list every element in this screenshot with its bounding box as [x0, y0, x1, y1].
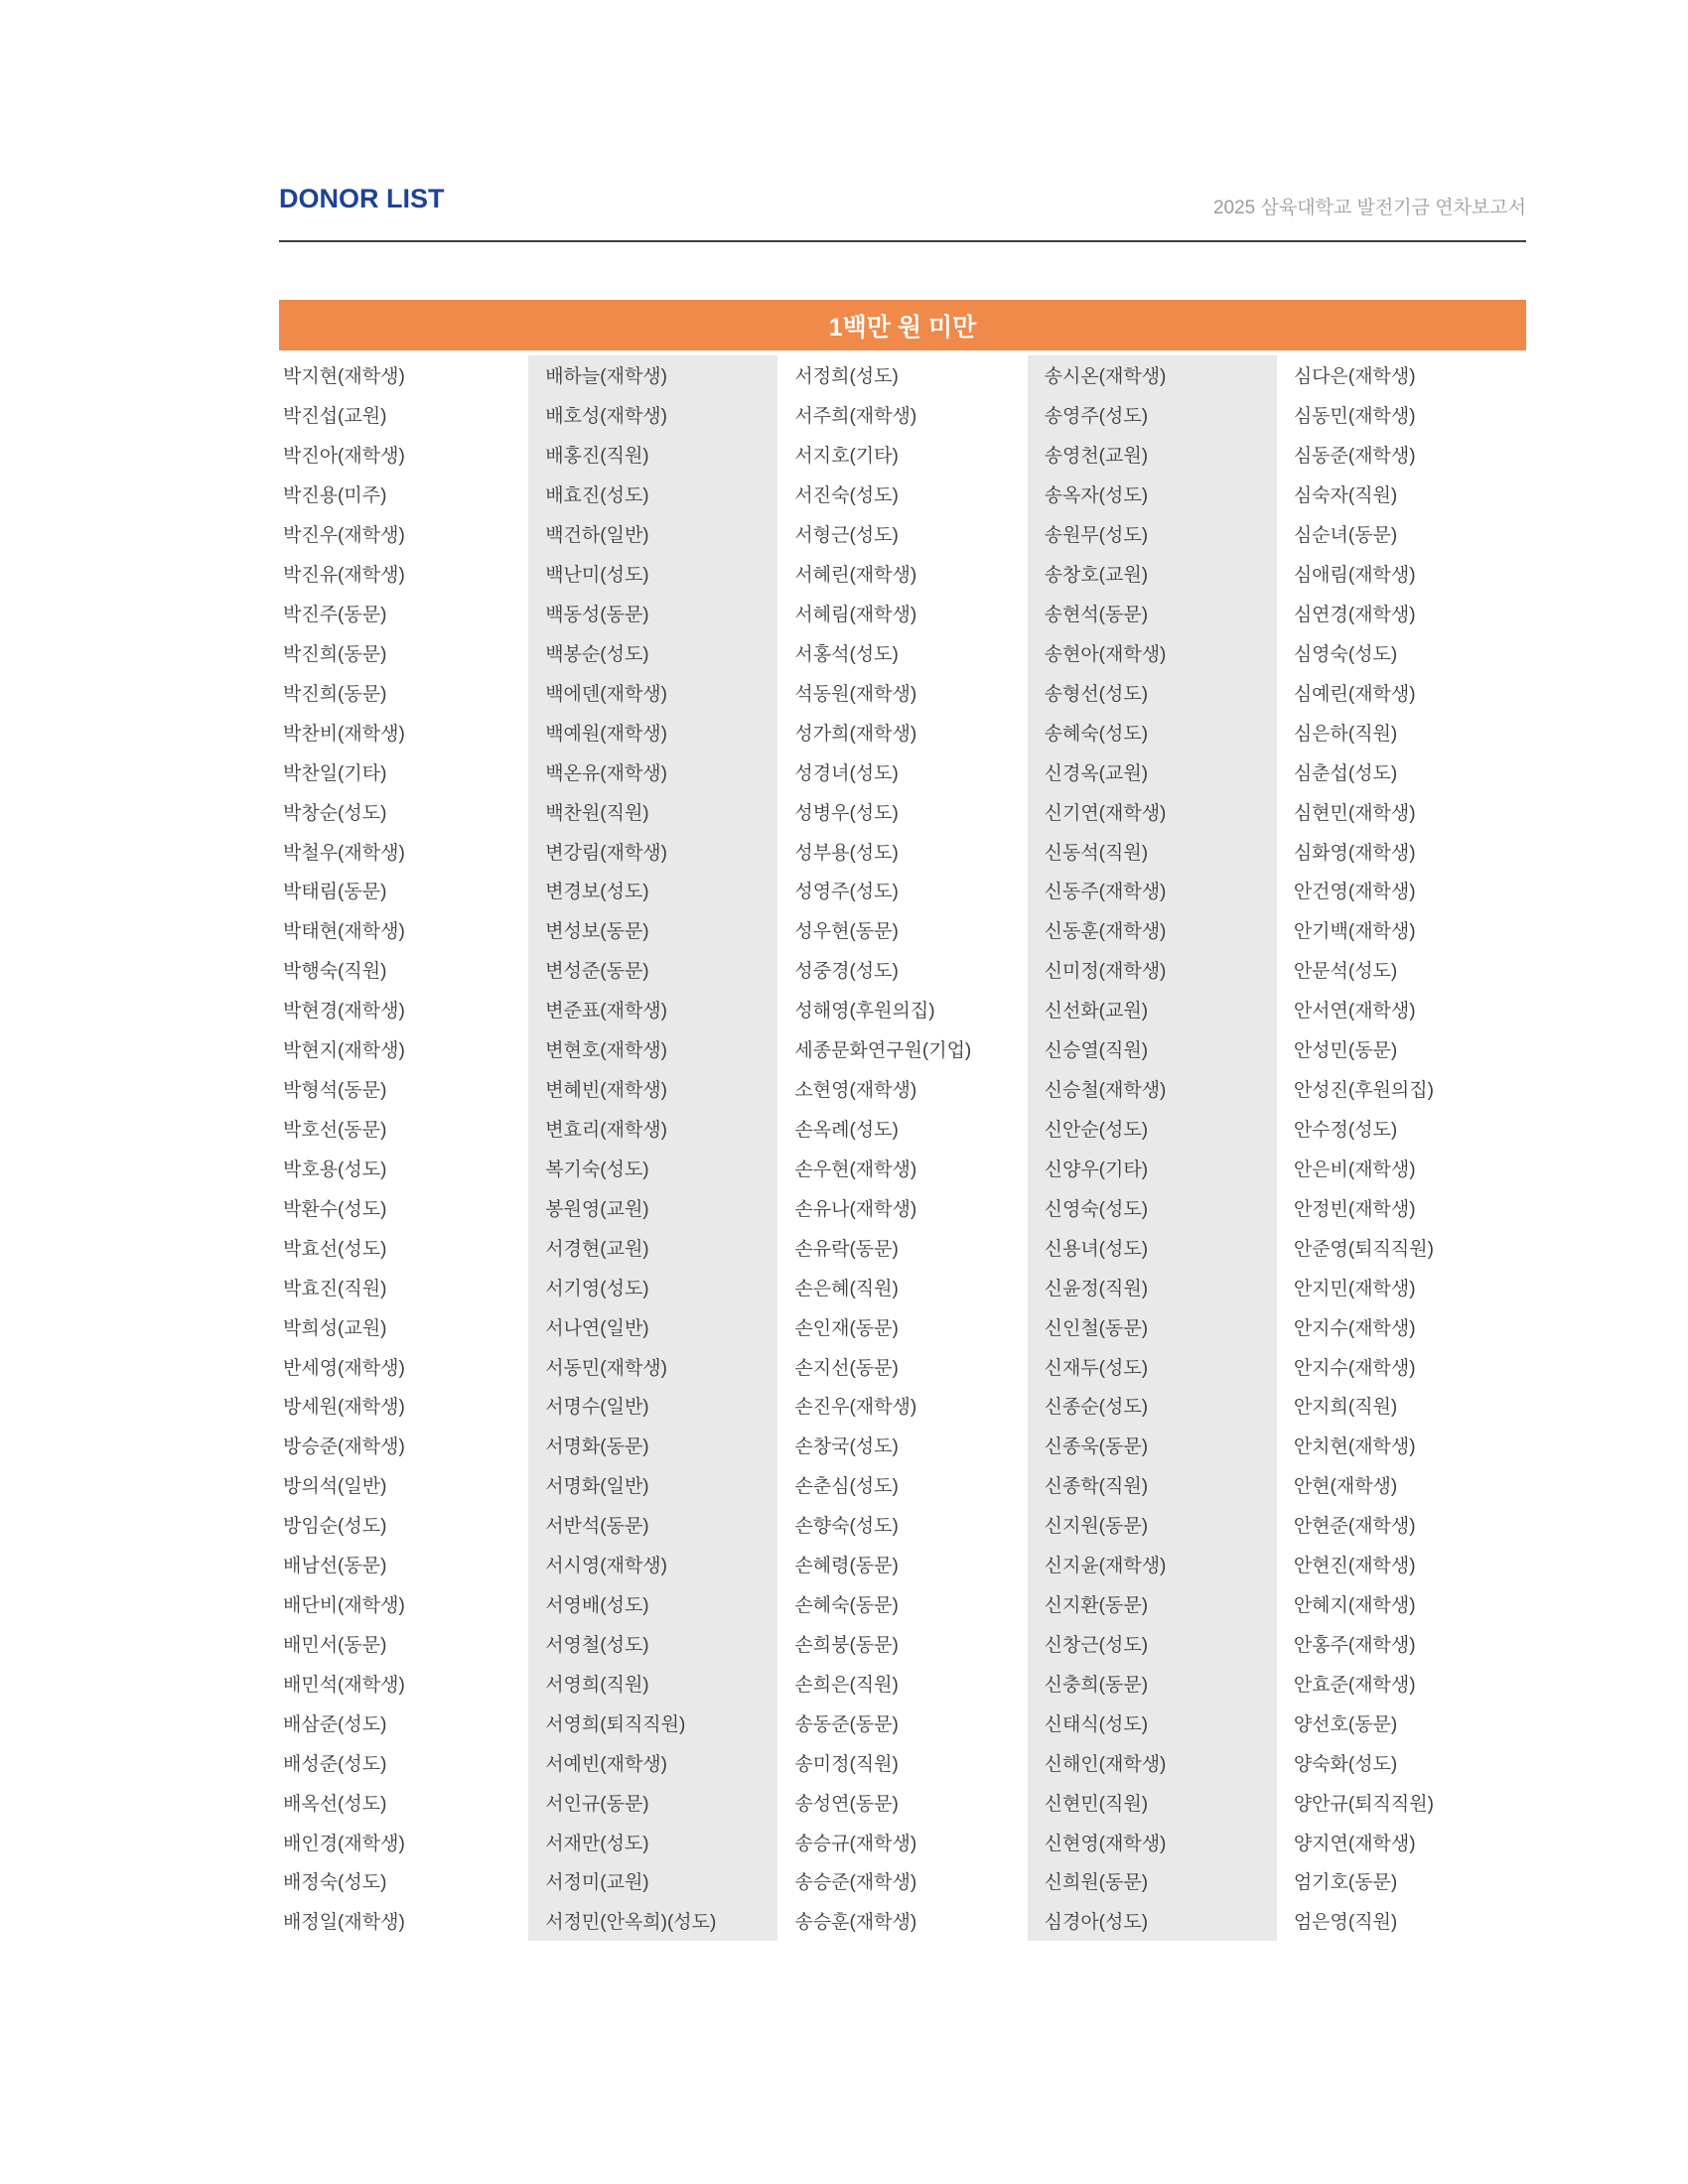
donor-entry: 성우현(동문) [794, 921, 899, 943]
donor-entry: 박진희(동문) [283, 683, 387, 705]
donor-entry: 송혜숙(성도) [1044, 723, 1149, 745]
donor-entry: 심동민(재학생) [1293, 406, 1416, 428]
donor-entry: 방임순(성도) [283, 1516, 387, 1538]
donor-entry: 배민서(동문) [283, 1634, 387, 1656]
donor-entry: 변혜빈(재학생) [545, 1080, 667, 1102]
donor-entry: 양안규(퇴직직원) [1293, 1793, 1434, 1815]
donor-entry: 송영천(교원) [1044, 446, 1149, 468]
donor-entry: 엄은영(직원) [1293, 1912, 1398, 1934]
page-title: DONOR LIST [279, 184, 445, 213]
donor-entry: 안혜지(재학생) [1293, 1595, 1416, 1617]
donor-entry: 엄기호(동문) [1293, 1872, 1398, 1894]
donor-column-5 [1277, 355, 1526, 1941]
donor-entry: 박창순(성도) [283, 802, 387, 824]
donor-entry: 심현민(재학생) [1293, 802, 1416, 824]
donor-entry: 박찬일(기타) [283, 762, 387, 784]
donor-entry: 신창근(성도) [1044, 1634, 1149, 1656]
donor-entry: 안기백(재학생) [1293, 921, 1416, 943]
donor-entry: 송창호(교원) [1044, 565, 1149, 587]
donor-entry: 안성민(동문) [1293, 1040, 1398, 1062]
donor-entry: 박형석(동문) [283, 1080, 387, 1102]
donor-entry: 서정희(성도) [794, 366, 899, 388]
donor-entry: 복기숙(성도) [545, 1159, 649, 1180]
donor-entry: 백온유(재학생) [545, 762, 667, 784]
donor-entry: 봉원영(교원) [545, 1198, 649, 1220]
donor-entry: 손인재(동문) [794, 1317, 899, 1339]
donor-entry: 송영주(성도) [1044, 406, 1149, 428]
donor-entry: 손지선(동문) [794, 1357, 899, 1379]
donor-entry: 박진유(재학생) [283, 565, 405, 587]
donor-entry: 배인경(재학생) [283, 1833, 405, 1854]
donor-entry: 손춘심(성도) [794, 1476, 899, 1498]
donor-entry: 서명수(일반) [545, 1397, 649, 1419]
donor-grid [279, 355, 1526, 1941]
donor-entry: 심애림(재학생) [1293, 565, 1416, 587]
donor-entry: 박환수(성도) [283, 1198, 387, 1220]
donor-entry: 배효진(성도) [545, 485, 649, 507]
donor-entry: 안현(재학생) [1293, 1476, 1398, 1498]
donor-entry: 심동준(재학생) [1293, 446, 1416, 468]
donor-entry: 신안순(성도) [1044, 1119, 1149, 1141]
donor-column-1 [279, 355, 528, 1941]
donor-entry: 신용녀(성도) [1044, 1238, 1149, 1260]
donor-entry: 안홍주(재학생) [1293, 1634, 1416, 1656]
donor-entry: 신현민(직원) [1044, 1793, 1149, 1815]
donor-entry: 배호성(재학생) [545, 406, 667, 428]
donor-entry: 심숙자(직원) [1293, 485, 1398, 507]
donor-entry: 변성보(동문) [545, 921, 649, 943]
donor-entry: 방세원(재학생) [283, 1397, 405, 1419]
donor-entry: 양선호(동문) [1293, 1713, 1398, 1735]
donor-entry: 서예빈(재학생) [545, 1753, 667, 1775]
donor-entry: 배단비(재학생) [283, 1595, 405, 1617]
donor-entry: 신인철(동문) [1044, 1317, 1149, 1339]
report-subtitle: 2025 삼육대학교 발전기금 연차보고서 [1212, 198, 1526, 218]
donor-entry: 서혜림(재학생) [794, 604, 917, 625]
donor-entry: 배삼준(성도) [283, 1713, 387, 1735]
donor-entry: 박효진(직원) [283, 1278, 387, 1299]
donor-entry: 손유나(재학생) [794, 1198, 917, 1220]
donor-entry: 박호용(성도) [283, 1159, 387, 1180]
donor-entry: 박태현(재학생) [283, 921, 405, 943]
donor-entry: 변현호(재학생) [545, 1040, 667, 1062]
donor-entry: 성부용(성도) [794, 842, 899, 864]
donor-entry: 신미정(재학생) [1044, 961, 1167, 983]
donor-entry: 변성준(동문) [545, 961, 649, 983]
donor-entry: 서주희(재학생) [794, 406, 917, 428]
donor-entry: 성가희(재학생) [794, 723, 917, 745]
donor-entry: 신희원(동문) [1044, 1872, 1149, 1894]
donor-entry: 석동원(재학생) [794, 683, 917, 705]
donor-entry: 반세영(재학생) [283, 1357, 405, 1379]
donor-entry: 배정숙(성도) [283, 1872, 387, 1894]
section-banner [279, 300, 1526, 350]
donor-entry: 박진아(재학생) [283, 446, 405, 468]
donor-entry: 손혜숙(동문) [794, 1595, 899, 1617]
donor-entry: 백봉순(성도) [545, 643, 649, 665]
donor-entry: 서시영(재학생) [545, 1556, 667, 1577]
donor-entry: 배민석(재학생) [283, 1674, 405, 1696]
donor-entry: 신동석(직원) [1044, 842, 1149, 864]
donor-entry: 신경옥(교원) [1044, 762, 1149, 784]
donor-entry: 서반석(동문) [545, 1516, 649, 1538]
donor-entry: 서혜린(재학생) [794, 565, 917, 587]
donor-entry: 박태림(동문) [283, 882, 387, 903]
donor-entry: 서인규(동문) [545, 1793, 649, 1815]
donor-entry: 신양우(기타) [1044, 1159, 1149, 1180]
donor-entry: 안준영(퇴직직원) [1293, 1238, 1434, 1260]
donor-entry: 안치현(재학생) [1293, 1436, 1416, 1458]
donor-entry: 신동주(재학생) [1044, 882, 1167, 903]
donor-entry: 박진희(동문) [283, 643, 387, 665]
donor-entry: 소현영(재학생) [794, 1080, 917, 1102]
donor-entry: 박현지(재학생) [283, 1040, 405, 1062]
donor-entry: 서영희(퇴직직원) [545, 1713, 686, 1735]
donor-entry: 박철우(재학생) [283, 842, 405, 864]
donor-entry: 안건영(재학생) [1293, 882, 1416, 903]
donor-entry: 송원무(성도) [1044, 525, 1149, 547]
donor-entry: 박효선(성도) [283, 1238, 387, 1260]
donor-entry: 안지수(재학생) [1293, 1357, 1416, 1379]
donor-entry: 손우현(재학생) [794, 1159, 917, 1180]
section-banner-label: 1백만 원 미만 [828, 313, 977, 341]
donor-entry: 신현영(재학생) [1044, 1833, 1167, 1854]
donor-entry: 박현경(재학생) [283, 1001, 405, 1023]
donor-entry: 서형근(성도) [794, 525, 899, 547]
donor-entry: 배남선(동문) [283, 1556, 387, 1577]
donor-entry: 손창국(성도) [794, 1436, 899, 1458]
donor-entry: 서영철(성도) [545, 1634, 649, 1656]
donor-entry: 손옥례(성도) [794, 1119, 899, 1141]
donor-entry: 손진우(재학생) [794, 1397, 917, 1419]
donor-entry: 송승훈(재학생) [794, 1912, 917, 1934]
donor-entry: 신지윤(재학생) [1044, 1556, 1167, 1577]
donor-entry: 안성진(후원의집) [1293, 1080, 1434, 1102]
donor-column-2 [528, 355, 777, 1941]
donor-entry: 박진용(미주) [283, 485, 387, 507]
donor-column-3 [777, 355, 1027, 1941]
donor-entry: 안현진(재학생) [1293, 1556, 1416, 1577]
donor-entry: 변강림(재학생) [545, 842, 667, 864]
donor-entry: 송승준(재학생) [794, 1872, 917, 1894]
donor-entry: 서진숙(성도) [794, 485, 899, 507]
donor-entry: 서홍석(성도) [794, 643, 899, 665]
donor-entry: 서명화(일반) [545, 1476, 649, 1498]
donor-entry: 안지수(재학생) [1293, 1317, 1416, 1339]
donor-entry: 성중경(성도) [794, 961, 899, 983]
donor-entry: 성해영(후원의집) [794, 1001, 935, 1023]
donor-entry: 심춘섭(성도) [1293, 762, 1398, 784]
donor-entry: 신지원(동문) [1044, 1516, 1149, 1538]
donor-entry: 백예원(재학생) [545, 723, 667, 745]
donor-entry: 송현석(동문) [1044, 604, 1149, 625]
donor-entry: 송옥자(성도) [1044, 485, 1149, 507]
donor-entry: 박행숙(직원) [283, 961, 387, 983]
donor-entry: 안수정(성도) [1293, 1119, 1398, 1141]
donor-entry: 심순녀(동문) [1293, 525, 1398, 547]
donor-entry: 배정일(재학생) [283, 1912, 405, 1934]
donor-entry: 송동준(동문) [794, 1713, 899, 1735]
donor-entry: 신승열(직원) [1044, 1040, 1149, 1062]
donor-entry: 손혜령(동문) [794, 1556, 899, 1577]
donor-entry: 신윤정(직원) [1044, 1278, 1149, 1299]
donor-entry: 손유락(동문) [794, 1238, 899, 1260]
donor-entry: 방의석(일반) [283, 1476, 387, 1498]
donor-entry: 신승철(재학생) [1044, 1080, 1167, 1102]
donor-entry: 심영숙(성도) [1293, 643, 1398, 665]
donor-entry: 신선화(교원) [1044, 1001, 1149, 1023]
donor-entry: 송미정(직원) [794, 1753, 899, 1775]
donor-entry: 박진주(동문) [283, 604, 387, 625]
donor-entry: 신지환(동문) [1044, 1595, 1149, 1617]
donor-entry: 세종문화연구원(기업) [794, 1040, 972, 1062]
donor-entry: 송성연(동문) [794, 1793, 899, 1815]
donor-entry: 심경아(성도) [1044, 1912, 1149, 1934]
donor-entry: 서영희(직원) [545, 1674, 649, 1696]
donor-entry: 서기영(성도) [545, 1278, 649, 1299]
donor-entry: 신동훈(재학생) [1044, 921, 1167, 943]
donor-entry: 서지호(기타) [794, 446, 899, 468]
donor-entry: 안문석(성도) [1293, 961, 1398, 983]
donor-entry: 송승규(재학생) [794, 1833, 917, 1854]
donor-entry: 송현아(재학생) [1044, 643, 1167, 665]
donor-entry: 심다은(재학생) [1293, 366, 1416, 388]
donor-entry: 백찬원(직원) [545, 802, 649, 824]
donor-entry: 서영배(성도) [545, 1595, 649, 1617]
donor-entry: 박희성(교원) [283, 1317, 387, 1339]
donor-entry: 배옥선(성도) [283, 1793, 387, 1815]
donor-entry: 서나연(일반) [545, 1317, 649, 1339]
donor-entry: 신영숙(성도) [1044, 1198, 1149, 1220]
donor-entry: 안지희(직원) [1293, 1397, 1398, 1419]
donor-entry: 안서연(재학생) [1293, 1001, 1416, 1023]
donor-entry: 심화영(재학생) [1293, 842, 1416, 864]
donor-entry: 신태식(성도) [1044, 1713, 1149, 1735]
donor-entry: 신해인(재학생) [1044, 1753, 1167, 1775]
donor-entry: 서동민(재학생) [545, 1357, 667, 1379]
donor-entry: 송시온(재학생) [1044, 366, 1167, 388]
donor-column-4 [1028, 355, 1277, 1941]
donor-entry: 서정미(교원) [545, 1872, 649, 1894]
donor-entry: 안은비(재학생) [1293, 1159, 1416, 1180]
donor-entry: 손희붕(동문) [794, 1634, 899, 1656]
donor-entry: 서정민(안옥희)(성도) [545, 1912, 717, 1934]
donor-entry: 성영주(성도) [794, 882, 899, 903]
donor-entry: 안정빈(재학생) [1293, 1198, 1416, 1220]
donor-entry: 박진섭(교원) [283, 406, 387, 428]
donor-entry: 서경현(교원) [545, 1238, 649, 1260]
donor-entry: 신기연(재학생) [1044, 802, 1167, 824]
donor-entry: 성경녀(성도) [794, 762, 899, 784]
donor-entry: 배홍진(직원) [545, 446, 649, 468]
donor-entry: 심은하(직원) [1293, 723, 1398, 745]
donor-entry: 백동성(동문) [545, 604, 649, 625]
donor-entry: 양지연(재학생) [1293, 1833, 1416, 1854]
donor-entry: 심예린(재학생) [1293, 683, 1416, 705]
donor-entry: 변경보(성도) [545, 882, 649, 903]
donor-entry: 서명화(동문) [545, 1436, 649, 1458]
donor-entry: 안지민(재학생) [1293, 1278, 1416, 1299]
donor-entry: 백에덴(재학생) [545, 683, 667, 705]
donor-entry: 안현준(재학생) [1293, 1516, 1416, 1538]
donor-entry: 손은혜(직원) [794, 1278, 899, 1299]
donor-entry: 방승준(재학생) [283, 1436, 405, 1458]
donor-entry: 배성준(성도) [283, 1753, 387, 1775]
donor-entry: 신종욱(동문) [1044, 1436, 1149, 1458]
donor-entry: 변효리(재학생) [545, 1119, 667, 1141]
donor-entry: 백건하(일반) [545, 525, 649, 547]
donor-entry: 성병우(성도) [794, 802, 899, 824]
donor-entry: 박진우(재학생) [283, 525, 405, 547]
donor-entry: 신종학(직원) [1044, 1476, 1149, 1498]
donor-entry: 신충희(동문) [1044, 1674, 1149, 1696]
donor-entry: 배하늘(재학생) [545, 366, 667, 388]
donor-entry: 변준표(재학생) [545, 1001, 667, 1023]
donor-entry: 박찬비(재학생) [283, 723, 405, 745]
header-divider [279, 240, 1526, 242]
donor-entry: 심연경(재학생) [1293, 604, 1416, 625]
donor-entry: 백난미(성도) [545, 565, 649, 587]
donor-entry: 손희은(직원) [794, 1674, 899, 1696]
donor-entry: 안효준(재학생) [1293, 1674, 1416, 1696]
donor-entry: 박호선(동문) [283, 1119, 387, 1141]
donor-entry: 손향숙(성도) [794, 1516, 899, 1538]
donor-entry: 서재만(성도) [545, 1833, 649, 1854]
donor-entry: 박지현(재학생) [283, 366, 405, 388]
donor-entry: 양숙화(성도) [1293, 1753, 1398, 1775]
donor-entry: 신종순(성도) [1044, 1397, 1149, 1419]
donor-entry: 송형선(성도) [1044, 683, 1149, 705]
donor-entry: 신재두(성도) [1044, 1357, 1149, 1379]
